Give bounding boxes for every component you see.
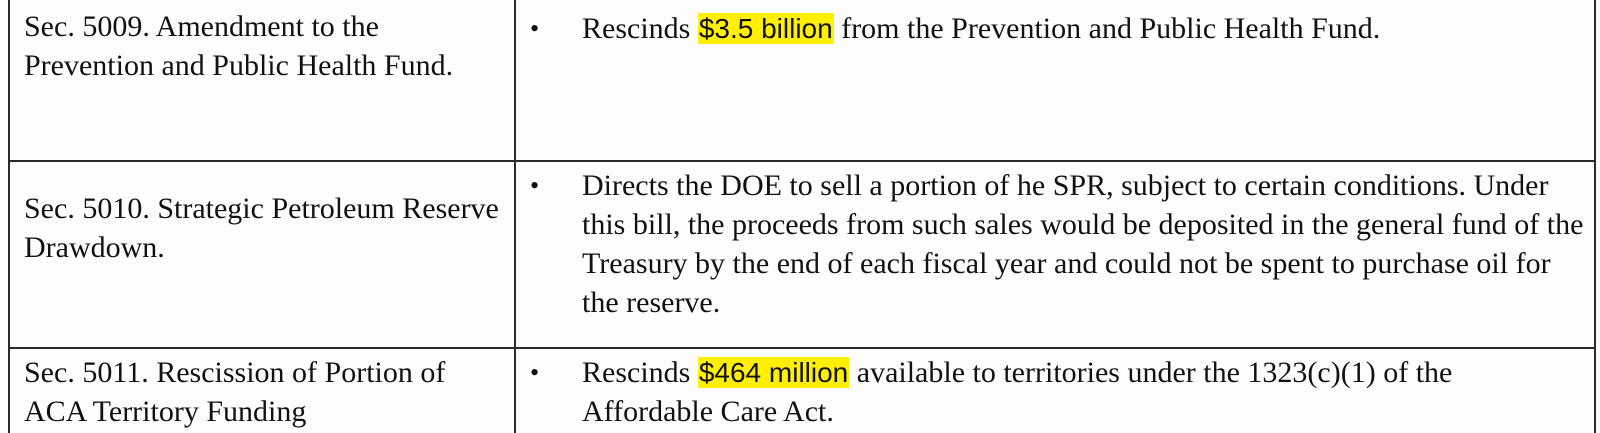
bullet-list bbox=[516, 166, 1584, 322]
table-row bbox=[9, 0, 1595, 161]
section-title-cell bbox=[9, 348, 515, 433]
section-title: Sec. 5009. Amendment to the Prevention and Public Health Fund. bbox=[24, 10, 454, 82]
highlighted-amount: $3.5 billion bbox=[698, 13, 833, 44]
bullet-icon: • bbox=[530, 358, 540, 387]
section-title: Sec. 5010. Strategic Petroleum Reserve Drawdown. bbox=[24, 192, 499, 264]
description-text: Rescinds bbox=[582, 12, 698, 45]
description-cell bbox=[515, 348, 1595, 433]
table-row bbox=[9, 348, 1595, 433]
bullet-item bbox=[516, 166, 1584, 322]
highlighted-amount: $464 million bbox=[698, 357, 849, 388]
bullet-list bbox=[516, 9, 1584, 48]
bullet-icon: • bbox=[530, 14, 540, 43]
section-title-cell bbox=[9, 0, 515, 161]
description-text-continued: from the Prevention and Public Health Fund. bbox=[833, 12, 1381, 45]
bullet-list bbox=[516, 353, 1584, 431]
section-title: Sec. 5011. Rescission of Portion of ACA Territory Funding bbox=[24, 356, 446, 428]
description-text-continued: available to territories under the 1323(c)(1) of the Affordable Care Act. bbox=[582, 356, 1453, 428]
bullet-item bbox=[516, 9, 1584, 48]
description-cell bbox=[515, 161, 1595, 348]
description-text: Directs the DOE to sell a portion of he SPR, subject to certain conditions. Under this bill, the proceeds from such sales would be deposited in the general fund of the Treasury by the end of each fiscal year and could not be spent to purchase oil for the reserve. bbox=[582, 169, 1584, 319]
description-cell bbox=[515, 0, 1595, 161]
section-title-cell bbox=[9, 161, 515, 348]
description-text: Rescinds bbox=[582, 356, 698, 389]
bullet-item bbox=[516, 353, 1584, 431]
table-row bbox=[9, 161, 1595, 348]
sections-table bbox=[8, 0, 1596, 433]
bullet-icon: • bbox=[530, 171, 540, 200]
